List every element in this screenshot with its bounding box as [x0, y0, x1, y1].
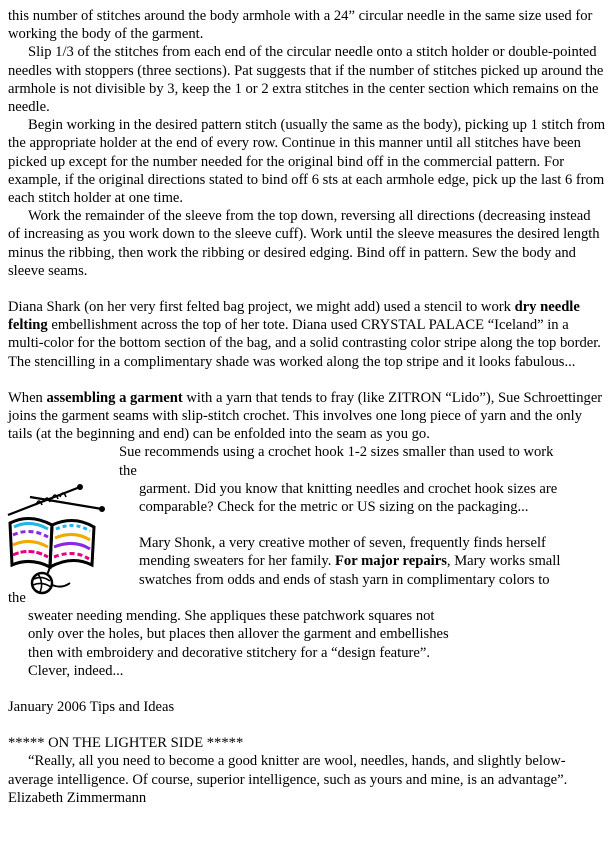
- yarn-stripe: [55, 534, 90, 540]
- repairs-line: the: [8, 589, 26, 606]
- yarn-tail: [52, 583, 70, 587]
- repairs-line: Mary Shonk, a very creative mother of seven, frequently finds herself: [139, 535, 546, 552]
- yarn-stripe: [13, 551, 48, 557]
- sleeve-paragraph-1: this number of stitches around the body armhole with a 24” circular needle in the same size used for working the body of the garment.: [8, 8, 593, 43]
- crochet-line: the: [119, 462, 137, 479]
- yarn-stripe: [14, 523, 48, 529]
- spacer: [8, 716, 606, 734]
- repairs-line: only over the holes, but places then allover the garment and embellishes: [28, 626, 449, 643]
- spacer: [8, 280, 606, 298]
- yarn-stripe: [13, 531, 48, 537]
- assembling-text-pre: When: [8, 389, 47, 406]
- felting-highlight: dry needle felting: [8, 299, 580, 334]
- needle-knob: [99, 506, 105, 512]
- repairs-text-pre: mending sweaters for her family.: [139, 553, 336, 570]
- yarn-stripe: [13, 541, 48, 547]
- assembling-text-post: with a yarn that tends to fray (like ZITRON “Lido”), Sue Schroettinger joins the garment seams with slip-stitch crochet. This involves one long piece of yarn and the only tails (at the beginning and end) can be enfolded into the seam as you go.: [8, 389, 603, 443]
- repairs-line: Clever, indeed...: [28, 662, 124, 679]
- spacer: [8, 680, 606, 698]
- sleeve-paragraph-2: Slip 1/3 of the stitches from each end of the circular needle onto a stitch holder or double-pointed needles with stoppers (three sections). Pat suggests that if the number of stitches picked up around the armhole is not divisible by 3, keep the 1 or 2 extra stitches in the center section which remains on the needle.: [8, 44, 604, 116]
- sleeve-paragraph-4: Work the remainder of the sleeve from the top down, reversing all directions (decreasing instead of increasing as you work down to the sleeve cuff). Work until the sleeve measures the desired length minus the ribbing, then work the ribbing or desired edging. Bind off in pattern. Sew the body and sleeve seams.: [8, 208, 600, 279]
- knitting-illustration: [0, 475, 118, 595]
- assembling-highlight: assembling a garment: [46, 389, 183, 406]
- assembling-paragraph: [8, 389, 606, 444]
- section-title: January 2006 Tips and Ideas: [8, 698, 175, 715]
- felting-text-post: embellishment across the top of her tote. Diana used CRYSTAL PALACE “Iceland” in a multi-color for the bottom section of the bag, and a solid contrasting color stripe along the top border. The stencilling in a complimentary shade was worked along the top stripe and it looks fabulous...: [8, 317, 601, 370]
- repairs-line: swatches from odds and ends of stash yarn in complimentary colors to: [139, 571, 550, 588]
- yarn-stripe: [56, 525, 90, 531]
- yarn-stripe: [54, 553, 89, 559]
- crochet-line: comparable? Check for the metric or US sizing on the packaging...: [139, 499, 529, 516]
- repairs-line: then with embroidery and decorative stitchery for a “design feature”.: [28, 644, 430, 661]
- sleeve-paragraph-3: Begin working in the desired pattern stitch (usually the same as the body), picking up 1 stitch from the appropriate holder at the end of every row. Continue in this manner until all stitches have been picked up except for the number needed for the original bind off in the commercial pattern. For example, if the original directions stated to bind off 6 sts at each armhole edge, pick up the last 6 from each stitch holder at one time.: [8, 117, 606, 207]
- lighter-side-quote: [8, 752, 606, 807]
- felting-text-pre: Diana Shark (on her very first felted bag project, we might add) used a stencil to work: [8, 299, 515, 316]
- newsletter-page: [8, 7, 606, 807]
- repairs-line: sweater needing mending. She appliques these patchwork squares not: [28, 608, 435, 625]
- crochet-line: garment. Did you know that knitting needles and crochet hook sizes are: [139, 480, 558, 497]
- needle-knob: [77, 484, 83, 490]
- repairs-highlight: For major repairs: [335, 553, 447, 570]
- yarn-stripe: [54, 543, 90, 549]
- felting-paragraph: [8, 298, 606, 371]
- repairs-text-post: , Mary works small: [446, 553, 561, 570]
- crochet-line: Sue recommends using a crochet hook 1-2 sizes smaller than used to work: [119, 444, 554, 461]
- quote-text: “Really, all you need to become a good knitter are wool, needles, hands, and slightly below-average intelligence. Of course, superior intelligence, such as yours and mine, is an advantage”.: [8, 753, 568, 788]
- knitting-needles-yarn-icon: [0, 475, 118, 595]
- spacer: [8, 371, 606, 389]
- quote-author: Elizabeth Zimmermann: [8, 789, 147, 806]
- lighter-side-heading: ***** ON THE LIGHTER SIDE *****: [8, 735, 244, 752]
